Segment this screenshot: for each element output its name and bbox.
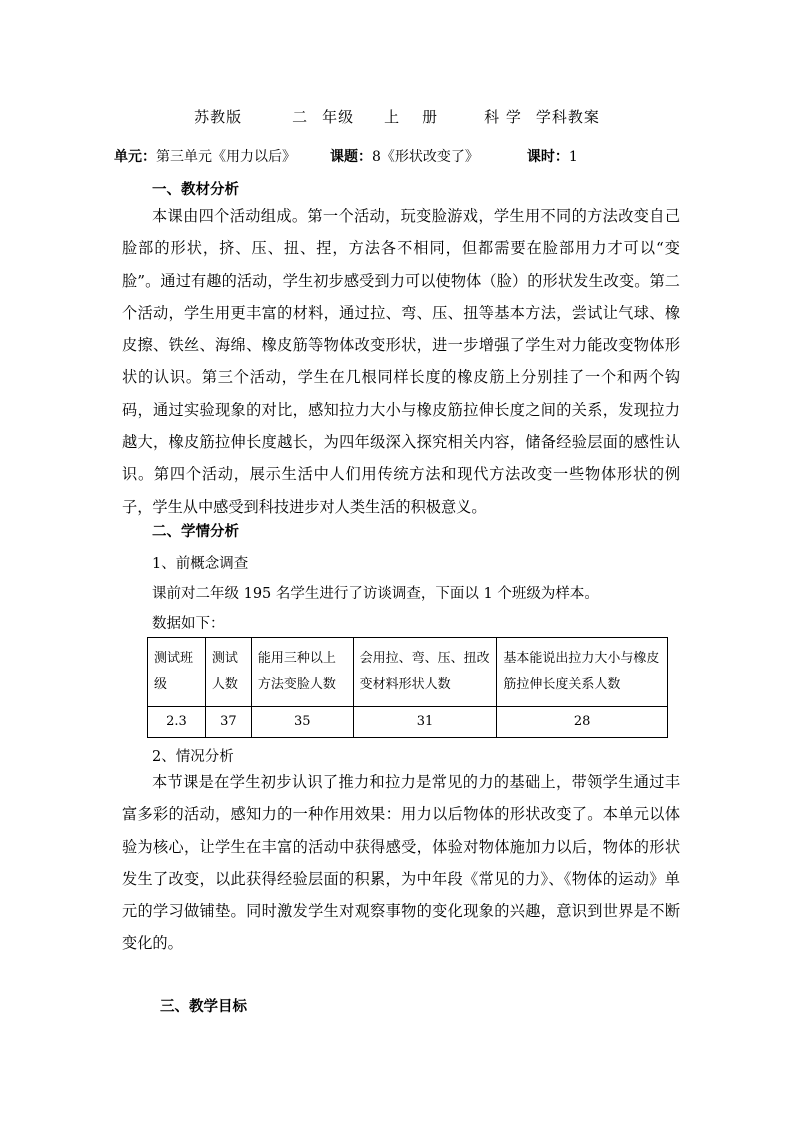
hours-label: 课时： (526, 149, 569, 165)
table-cell: 37 (205, 707, 251, 738)
situation-analysis-paragraph: 本节课是在学生初步认识了推力和拉力是常见的力的基础上，带领学生通过丰富多彩的活动，感知力的一种作用效果：用力以后物体的形状改变了。本单元以体验为核心，让学生在丰富的活动中获得感受，体验对物体施加力以后，物体的形状发生了改变，以此获得经验层面的积累，为中年段《常见的力》、《物体的运动》单元的学习做铺垫。同时激发学生对观察事物的变化现象的兴趣，意识到世界是不断变化的。 (122, 773, 680, 953)
section-heading-objectives: 三、教学目标 (160, 998, 247, 1015)
table-header-cell: 能用三种以上方法变脸人数 (251, 638, 353, 707)
table-cell: 35 (251, 707, 353, 738)
hours-value: 1 (568, 149, 578, 165)
section-heading-materials: 一、教材分析 (152, 181, 239, 198)
table-header-row (148, 638, 668, 707)
lesson-label: 课题： (330, 149, 372, 165)
grade-label: 年级 (322, 108, 355, 126)
section-heading-students: 二、学情分析 (152, 523, 239, 540)
table-header-cell: 测试人数 (205, 638, 251, 707)
materials-analysis-paragraph: 本课由四个活动组成。第一个活动，玩变脸游戏，学生用不同的方法改变自己脸部的形状，挤、压、扭、捏，方法各不相同，但都需要在脸部用力才可以“变脸”。通过有趣的活动，学生初步感受到力可以使物体（脸）的形状发生改变。第二个活动，学生用更丰富的材料，通过拉、弯、压、扭等基本方法，尝试让气球、橡皮擦、铁丝、海绵、橡皮筋等物体改变形状，进一步增强了学生对力能改变物体形状的认识。第三个活动，学生在几根同样长度的橡皮筋上分别挂了一个和两个钩码，通过实验现象的对比，感知拉力大小与橡皮筋拉伸长度之间的关系，发现拉力越大，橡皮筋拉伸长度越长，为四年级深入探究相关内容，储备经验层面的感性认识。第四个活动，展示生活中人们用传统方法和现代方法改变一些物体形状的例子，学生从中感受到科技进步对人类生活的积极意义。 (122, 207, 680, 516)
table-row (148, 707, 668, 738)
grade-value: 二 (292, 108, 309, 126)
table-header-cell: 基本能说出拉力大小与橡皮筋拉伸长度关系人数 (497, 638, 668, 707)
subsection-preconception: 1、前概念调查 (152, 556, 249, 572)
table-cell: 31 (353, 707, 497, 738)
term-label: 册 (422, 108, 439, 126)
unit-value: 第三单元《用力以后》 (156, 149, 296, 165)
document-title (0, 106, 794, 127)
lesson-meta (114, 146, 714, 166)
subject-value: 科 学 (484, 108, 522, 126)
table-header-cell: 测试班级 (148, 638, 206, 707)
doc-type: 学科教案 (535, 108, 600, 126)
unit-label: 单元： (114, 149, 156, 165)
survey-description: 课前对二年级 195 名学生进行了访谈调查，下面以 1 个班级为样本。 (152, 586, 599, 602)
survey-data-table (147, 637, 668, 738)
publisher: 苏教版 (194, 108, 243, 126)
subsection-situation: 2、情况分析 (152, 749, 234, 765)
table-header-cell: 会用拉、弯、压、扭改变材料形状人数 (353, 638, 497, 707)
lesson-value: 8《形状改变了》 (372, 149, 479, 165)
table-cell: 28 (497, 707, 668, 738)
term-value: 上 (384, 108, 401, 126)
table-cell: 2.3 (148, 707, 206, 738)
data-intro: 数据如下： (152, 616, 225, 632)
